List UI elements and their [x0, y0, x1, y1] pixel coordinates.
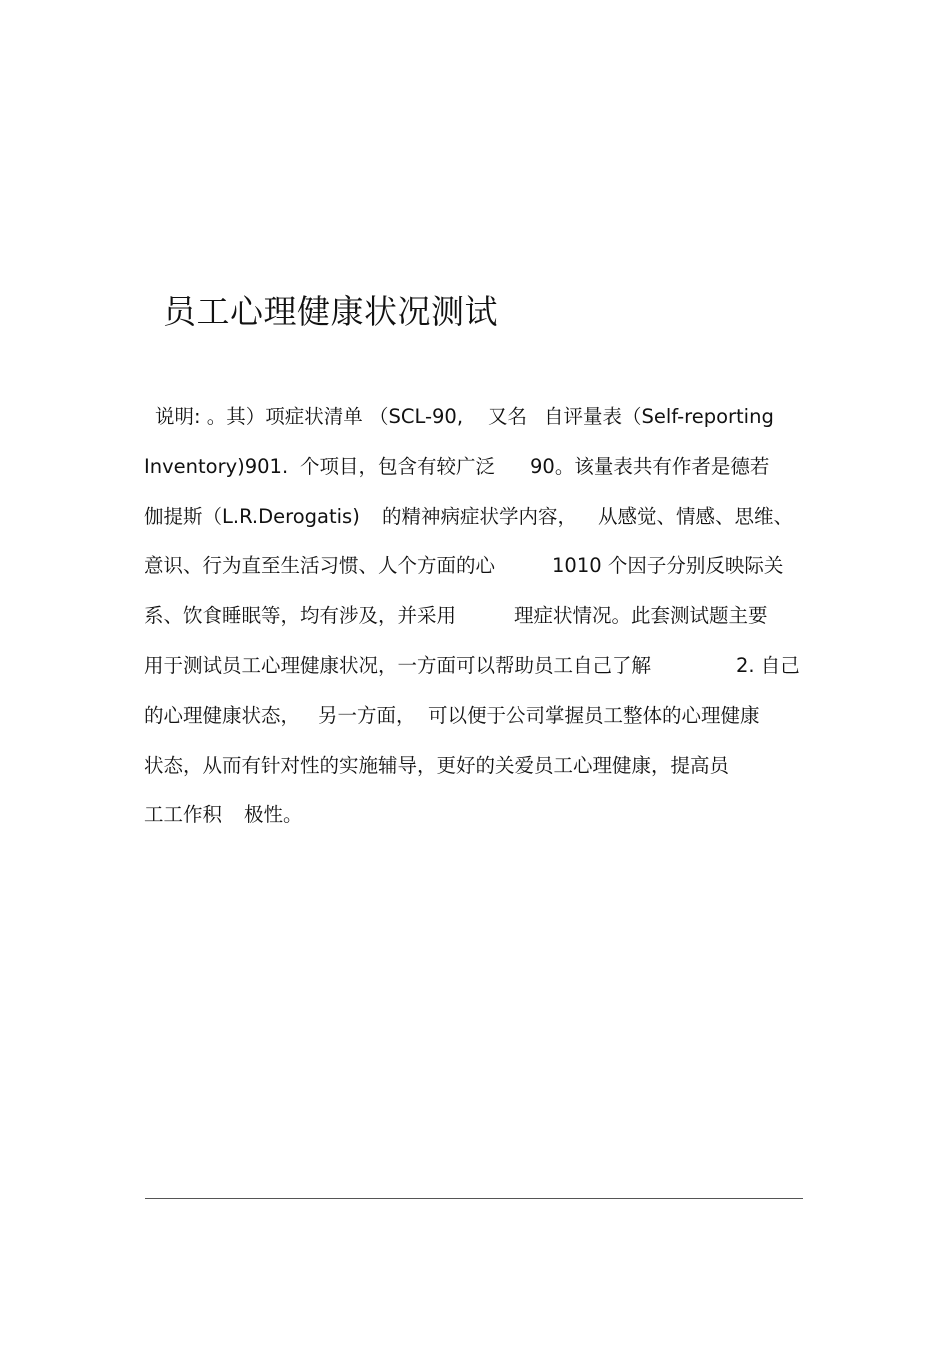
text-segment: 又名	[488, 405, 528, 428]
text-segment: 说明: 。其）项症状清单 （SCL-90,	[155, 405, 464, 428]
text-segment: 从感觉、情感、思维、	[598, 505, 794, 528]
text-segment: 1010 个因子分别反映际关	[552, 554, 784, 577]
text-segment: 另一方面，	[318, 704, 416, 727]
document-title: 员工心理健康状况测试	[163, 292, 498, 331]
text-segment: 的心理健康状态，	[144, 704, 301, 727]
text-segment: 极性。	[244, 803, 303, 826]
text-segment: 意识、行为直至生活习惯、人个方面的心	[144, 554, 496, 577]
text-segment: 2. 自己	[736, 654, 800, 677]
text-segment: 工工作积	[144, 803, 223, 826]
text-segment: Inventory)901.	[144, 455, 289, 478]
text-segment: 理症状情况。此套测试题主要	[514, 604, 768, 627]
text-segment: 用于测试员工心理健康状况，一方面可以帮助员工自己了解	[144, 654, 652, 677]
text-segment: 自评量表（Self-reporting	[544, 405, 774, 428]
text-segment: 的精神病症状学内容，	[382, 505, 578, 528]
footer-divider	[145, 1198, 803, 1199]
text-segment: 状态，从而有针对性的实施辅导，更好的关爱员工心理健康，提高员	[144, 754, 730, 777]
text-segment: 90。该量表共有作者是德若	[530, 455, 770, 478]
text-segment: 个项目，包含有较广泛	[300, 455, 496, 478]
text-segment: 伽提斯（L.R.Derogatis)	[144, 505, 360, 528]
text-segment: 系、饮食睡眠等，均有涉及，并采用	[144, 604, 457, 627]
text-segment: 可以便于公司掌握员工整体的心理健康	[428, 704, 760, 727]
